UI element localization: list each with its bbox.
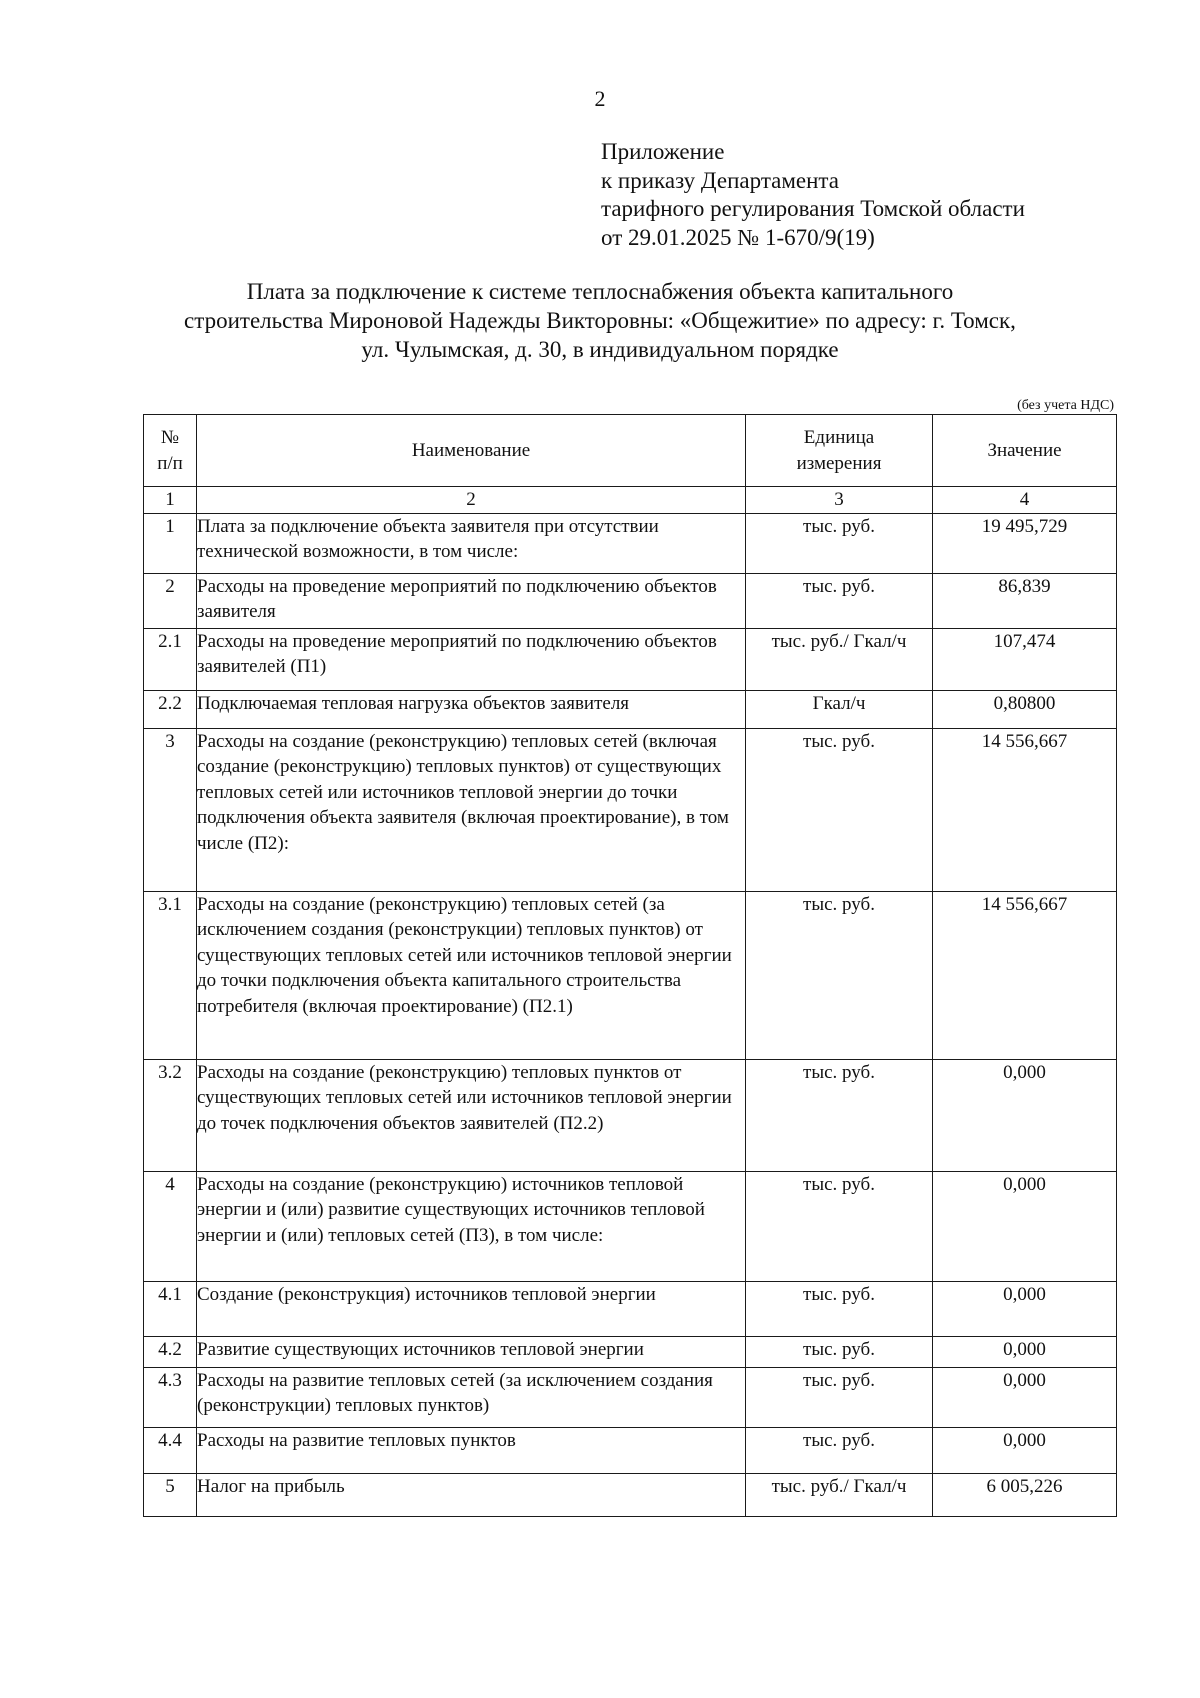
table-row (144, 891, 1117, 1059)
table-row (144, 1281, 1117, 1336)
row-value: 0,000 (933, 1059, 1117, 1171)
row-number: 2.1 (144, 628, 197, 690)
row-value: 0,000 (933, 1427, 1117, 1473)
row-unit: Гкал/ч (746, 690, 933, 728)
header-unit-line-2: измерения (796, 452, 882, 474)
column-index-row (144, 487, 1117, 514)
table-row (144, 1427, 1117, 1473)
row-name: Расходы на создание (реконструкцию) тепловых сетей (включая создание (реконструкцию) тепловых пунктов) от существующих тепловых сетей или источников тепловой энергии до точки подключения объекта заявителя (включая проектирование), в том числе (П2): (197, 728, 746, 891)
appendix-heading: Приложение (601, 139, 725, 164)
row-name: Подключаемая тепловая нагрузка объектов заявителя (197, 690, 746, 728)
row-unit: тыс. руб. (746, 1059, 933, 1171)
row-name: Расходы на развитие тепловых сетей (за исключением создания (реконструкции) тепловых пунктов) (197, 1367, 746, 1427)
table-row (144, 1171, 1117, 1281)
header-number-symbol: № (160, 427, 180, 448)
row-number: 2.2 (144, 690, 197, 728)
document-title (120, 277, 1080, 364)
row-unit: тыс. руб./ Гкал/ч (746, 1473, 933, 1516)
title-line-3: ул. Чулымская, д. 30, в индивидуальном порядке (361, 337, 839, 362)
appendix-block (601, 138, 1025, 252)
row-unit: тыс. руб./ Гкал/ч (746, 628, 933, 690)
table-row (144, 1473, 1117, 1516)
row-number: 4.4 (144, 1427, 197, 1473)
row-number: 1 (144, 513, 197, 573)
row-unit: тыс. руб. (746, 1171, 933, 1281)
table-row (144, 1059, 1117, 1171)
row-number: 4 (144, 1171, 197, 1281)
appendix-order-date-number: от 29.01.2025 № 1-670/9(19) (601, 224, 875, 250)
header-unit (746, 415, 933, 487)
row-value: 86,839 (933, 573, 1117, 628)
row-value: 19 495,729 (933, 513, 1117, 573)
row-value: 14 556,667 (933, 728, 1117, 891)
row-number: 3.2 (144, 1059, 197, 1171)
table-row (144, 513, 1117, 573)
row-value: 14 556,667 (933, 891, 1117, 1059)
row-name: Плата за подключение объекта заявителя при отсутствии технической возможности, в том числе: (197, 513, 746, 573)
row-unit: тыс. руб. (746, 728, 933, 891)
row-unit: тыс. руб. (746, 1281, 933, 1336)
row-unit: тыс. руб. (746, 573, 933, 628)
title-line-2: строительства Мироновой Надежды Викторовны: «Общежитие» по адресу: г. Томск, (184, 308, 1016, 333)
column-index: 2 (197, 487, 746, 514)
table-row (144, 690, 1117, 728)
title-line-1: Плата за подключение к системе теплоснабжения объекта капитального (246, 279, 954, 304)
table-row (144, 1336, 1117, 1367)
row-name: Налог на прибыль (197, 1473, 746, 1516)
header-name: Наименование (197, 415, 746, 487)
column-index: 1 (144, 487, 197, 514)
header-unit-line-1: Единица (803, 427, 875, 448)
row-value: 0,000 (933, 1281, 1117, 1336)
vat-note: (без учета НДС) (1017, 398, 1114, 413)
row-unit: тыс. руб. (746, 891, 933, 1059)
row-name: Развитие существующих источников тепловой энергии (197, 1336, 746, 1367)
column-index: 4 (933, 487, 1117, 514)
header-number-abbr: п/п (157, 452, 183, 474)
row-value: 0,000 (933, 1171, 1117, 1281)
header-number (144, 415, 197, 487)
appendix-order-ref: к приказу Департамента (601, 167, 839, 193)
row-number: 3.1 (144, 891, 197, 1059)
row-number: 4.1 (144, 1281, 197, 1336)
row-name: Расходы на создание (реконструкцию) тепловых сетей (за исключением создания (реконструкции) тепловых пунктов) от существующих тепловых сетей или источников тепловой энергии до точки подключения объекта капитального строительства потребителя (включая проектирование) (П2.1) (197, 891, 746, 1059)
row-name: Расходы на создание (реконструкцию) источников тепловой энергии и (или) развитие существующих источников тепловой энергии и (или) тепловых сетей (П3), в том числе: (197, 1171, 746, 1281)
row-value: 6 005,226 (933, 1473, 1117, 1516)
row-number: 4.2 (144, 1336, 197, 1367)
row-value: 107,474 (933, 628, 1117, 690)
row-value: 0,80800 (933, 690, 1117, 728)
table-row (144, 728, 1117, 891)
row-name: Расходы на проведение мероприятий по подключению объектов заявителя (197, 573, 746, 628)
header-value: Значение (933, 415, 1117, 487)
row-number: 4.3 (144, 1367, 197, 1427)
row-name: Расходы на проведение мероприятий по подключению объектов заявителей (П1) (197, 628, 746, 690)
row-unit: тыс. руб. (746, 1367, 933, 1427)
table-row (144, 573, 1117, 628)
row-name: Расходы на развитие тепловых пунктов (197, 1427, 746, 1473)
tariff-table (143, 414, 1117, 1517)
row-value: 0,000 (933, 1336, 1117, 1367)
page-number: 2 (594, 86, 606, 111)
row-unit: тыс. руб. (746, 513, 933, 573)
row-value: 0,000 (933, 1367, 1117, 1427)
table-row (144, 628, 1117, 690)
appendix-department: тарифного регулирования Томской области (601, 196, 1025, 221)
table-row (144, 1367, 1117, 1427)
row-number: 2 (144, 573, 197, 628)
row-number: 5 (144, 1473, 197, 1516)
row-name: Создание (реконструкция) источников тепловой энергии (197, 1281, 746, 1336)
row-unit: тыс. руб. (746, 1336, 933, 1367)
row-unit: тыс. руб. (746, 1427, 933, 1473)
column-index: 3 (746, 487, 933, 514)
row-name: Расходы на создание (реконструкцию) тепловых пунктов от существующих тепловых сетей или источников тепловой энергии до точек подключения объектов заявителей (П2.2) (197, 1059, 746, 1171)
table-header-row (144, 415, 1117, 487)
row-number: 3 (144, 728, 197, 891)
